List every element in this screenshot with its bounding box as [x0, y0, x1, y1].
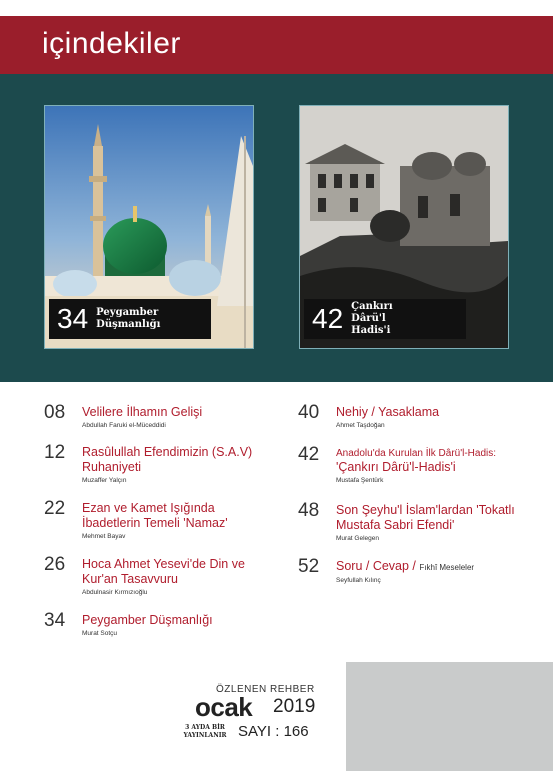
gray-corner-block: [346, 662, 553, 771]
toc-title: Hoca Ahmet Yesevi'de Din ve Kur'an Tasavvuru: [82, 557, 245, 586]
toc-author: Seyfullah Kılınç: [336, 577, 381, 584]
toc-page-number: 26: [44, 554, 66, 575]
toc-title: Soru / Cevap /: [336, 559, 416, 573]
feature-label: Çankırı Dârü'l Hadis'i: [351, 301, 393, 336]
toc-title: Velilere İlhamın Gelişi: [82, 405, 203, 419]
page-title: içindekiler: [42, 27, 181, 60]
publication-frequency: 3 AYDA BİR YAYINLANIR: [183, 724, 227, 739]
toc-page-number: 42: [298, 444, 320, 465]
toc-pretitle: Anadolu'da Kurulan İlk Dârü'l-Hadis:: [336, 448, 497, 459]
toc-author: Muzaffer Yalçın: [82, 477, 127, 484]
toc-page-number: 52: [298, 556, 320, 577]
toc-author: Mustafa Şentürk: [336, 477, 384, 484]
toc-title: Ezan ve Kamet Işığında İbadetlerin Temeli 'Namaz': [82, 501, 228, 530]
toc-page-number: 48: [298, 500, 320, 521]
feature-card-cankiri[interactable]: [299, 105, 509, 349]
toc-page-number: 34: [44, 610, 66, 631]
toc-author: Ahmet Taşdoğan: [336, 422, 385, 429]
feature-card-peygamber[interactable]: [44, 105, 254, 349]
toc-author: Murat Sotçu: [82, 630, 118, 637]
issue-month: ocak: [195, 692, 253, 722]
feature-caption: [49, 299, 211, 339]
toc-title: Nehiy / Yasaklama: [336, 405, 440, 419]
toc-title: 'Çankırı Dârü'l-Hadis'i: [336, 460, 456, 474]
feature-page-number: 42: [312, 303, 344, 334]
issue-year: 2019: [273, 696, 316, 717]
top-margin: [0, 0, 553, 16]
feature-label: Peygamber Düşmanlığı: [96, 307, 161, 330]
toc-author: Mehmet Bayav: [82, 533, 126, 540]
toc-subtitle: Fıkhî Meseleler: [419, 563, 475, 572]
issue-number: SAYI : 166: [238, 723, 309, 740]
toc-author: Murat Gelegen: [336, 535, 379, 542]
toc-author: Abdulnasir Kırmızıoğlu: [82, 589, 148, 596]
toc-page-number: 22: [44, 498, 66, 519]
toc-page-number: 40: [298, 402, 320, 423]
toc-title: Peygamber Düşmanlığı: [82, 613, 213, 627]
toc-author: Abdullah Faruki el-Müceddidi: [82, 422, 166, 429]
toc-title: Rasûlullah Efendimizin (S.A.V) Ruhaniyeti: [82, 445, 253, 474]
toc-title: Son Şeyhu'l İslam'lardan 'Tokatlı Mustafa Sabri Efendi': [336, 503, 515, 532]
toc-page-number: 08: [44, 402, 66, 423]
publisher-name: ÖZLENEN REHBER: [216, 684, 315, 695]
feature-caption: [304, 299, 466, 339]
toc-page-number: 12: [44, 442, 66, 463]
feature-page-number: 34: [57, 303, 89, 334]
